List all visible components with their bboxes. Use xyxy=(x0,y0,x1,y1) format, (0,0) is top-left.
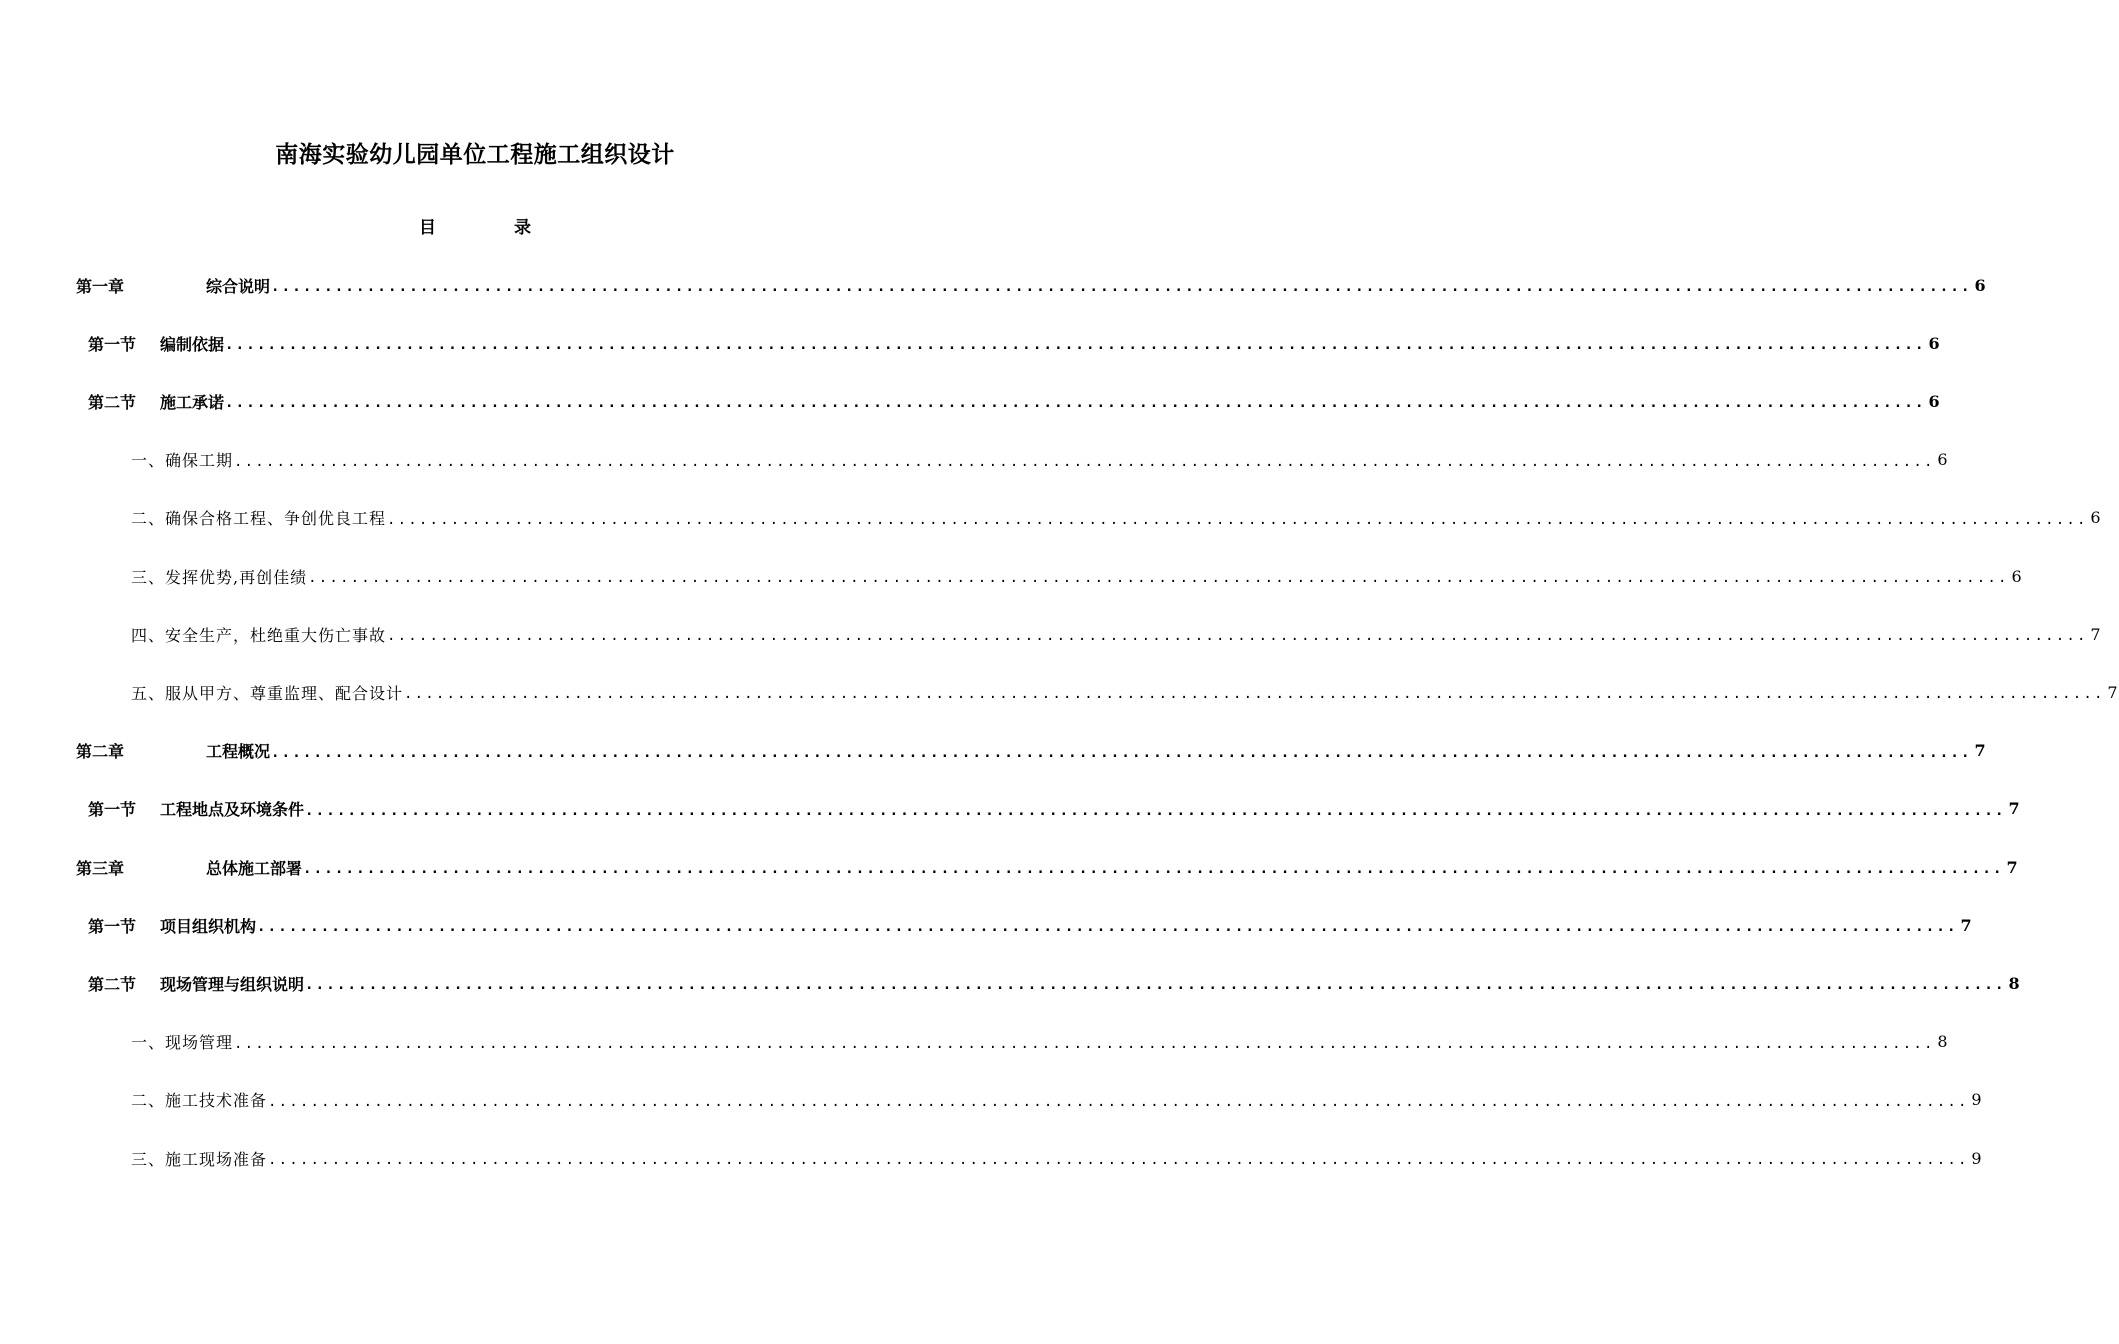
toc-page-number: 7 xyxy=(2006,857,2018,877)
toc-entry-section[interactable] xyxy=(88,323,1940,363)
toc-page-number: 7 xyxy=(2107,682,2119,702)
toc-page-number: 9 xyxy=(1971,1090,1983,1110)
toc-entry-chapter[interactable] xyxy=(76,847,2018,887)
toc-entry-number: 第二章 xyxy=(76,742,125,762)
toc-dot-leader: ................................................................................................................................................................ xyxy=(271,744,1972,761)
toc-entry-section[interactable] xyxy=(88,905,1972,945)
toc-dot-leader: ................................................................................................................................................................ xyxy=(387,511,2088,528)
toc-entry-item[interactable] xyxy=(131,498,2102,538)
toc-dot-leader: ................................................................................................................................................................ xyxy=(308,570,2009,586)
toc-dot-leader: ................................................................................................................................................................ xyxy=(387,628,2088,645)
toc-entry-title: 四、安全生产，杜绝重大伤亡事故 xyxy=(131,625,387,645)
toc-entry-number: 第一章 xyxy=(76,276,125,296)
toc-dot-leader: ................................................................................................................................................................ xyxy=(404,686,2105,703)
toc-entry-item[interactable] xyxy=(131,556,2023,596)
toc-entry-title: 编制依据 xyxy=(160,334,225,354)
toc-entry-item[interactable] xyxy=(131,672,2119,712)
toc-page-number: 6 xyxy=(1974,275,1986,295)
toc-entry-item[interactable] xyxy=(131,440,1949,480)
toc-entry-title: 现场管理与组织说明 xyxy=(160,974,305,994)
toc-page-number: 8 xyxy=(2008,973,2020,993)
toc-entry-number: 第一节 xyxy=(88,334,137,354)
toc-dot-leader: ................................................................................................................................................................ xyxy=(271,279,1972,295)
toc-entry-number: 第一节 xyxy=(88,800,137,820)
toc-dot-leader: ................................................................................................................................................................ xyxy=(225,337,1926,354)
toc-entry-section[interactable] xyxy=(88,381,1940,421)
toc-entry-title: 一、现场管理 xyxy=(131,1033,234,1053)
toc-entry-number: 第二节 xyxy=(88,974,137,994)
toc-page-number: 7 xyxy=(2090,624,2102,644)
toc-dot-leader: ................................................................................................................................................................ xyxy=(234,1035,1935,1052)
toc-entry-number: 第一节 xyxy=(88,916,137,936)
toc-entry-number: 第二节 xyxy=(88,392,137,412)
toc-entry-title: 项目组织机构 xyxy=(160,916,257,936)
toc-entry-title: 三、发挥优势,再创佳绩 xyxy=(131,567,308,587)
document-title: 南海实验幼儿园单位工程施工组织设计 xyxy=(275,142,675,168)
toc-page-number: 6 xyxy=(1928,391,1940,411)
toc-entry-title: 五、服从甲方、尊重监理、配合设计 xyxy=(131,683,404,703)
toc-page-number: 6 xyxy=(2011,566,2023,586)
toc-dot-leader: ................................................................................................................................................................ xyxy=(305,802,2006,819)
toc-entry-title: 二、确保合格工程、争创优良工程 xyxy=(131,509,387,529)
toc-dot-leader: ................................................................................................................................................................ xyxy=(257,919,1958,936)
toc-dot-leader: ................................................................................................................................................................ xyxy=(305,977,2006,994)
toc-entry-title: 综合说明 xyxy=(206,276,271,296)
toc-page-number: 6 xyxy=(1937,450,1949,470)
toc-entry-title: 施工承诺 xyxy=(160,392,225,412)
toc-entry-title: 总体施工部署 xyxy=(206,858,303,878)
toc-entry-item[interactable] xyxy=(131,1138,1983,1178)
toc-page-number: 9 xyxy=(1971,1148,1983,1168)
toc-page-number: 6 xyxy=(2090,508,2102,528)
toc-page-number: 7 xyxy=(1960,915,1972,935)
toc-page-number: 6 xyxy=(1928,333,1940,353)
toc-entry-item[interactable] xyxy=(131,1022,1949,1062)
toc-entry-chapter[interactable] xyxy=(76,265,1986,305)
toc-entry-title: 工程地点及环境条件 xyxy=(160,800,305,820)
toc-entry-item[interactable] xyxy=(131,1080,1983,1120)
toc-page-number: 7 xyxy=(1974,741,1986,761)
toc-entry-section[interactable] xyxy=(88,789,2020,829)
toc-heading: 目 录 xyxy=(419,218,567,238)
toc-dot-leader: ................................................................................................................................................................ xyxy=(303,861,2004,877)
toc-entry-chapter[interactable] xyxy=(76,731,1986,771)
toc-dot-leader: ................................................................................................................................................................ xyxy=(268,1093,1969,1110)
toc-entry-section[interactable] xyxy=(88,963,2020,1003)
toc-page-number: 7 xyxy=(2008,799,2020,819)
toc-entry-title: 三、施工现场准备 xyxy=(131,1149,268,1169)
toc-entry-item[interactable] xyxy=(131,614,2102,654)
toc-entry-title: 一、确保工期 xyxy=(131,451,234,471)
toc-dot-leader: ................................................................................................................................................................ xyxy=(225,395,1926,412)
toc-entry-title: 二、施工技术准备 xyxy=(131,1091,268,1111)
toc-page-number: 8 xyxy=(1937,1032,1949,1052)
toc-entry-title: 工程概况 xyxy=(206,742,271,762)
toc-dot-leader: ................................................................................................................................................................ xyxy=(234,453,1935,470)
toc-dot-leader: ................................................................................................................................................................ xyxy=(268,1152,1969,1168)
toc-entry-number: 第三章 xyxy=(76,858,125,878)
